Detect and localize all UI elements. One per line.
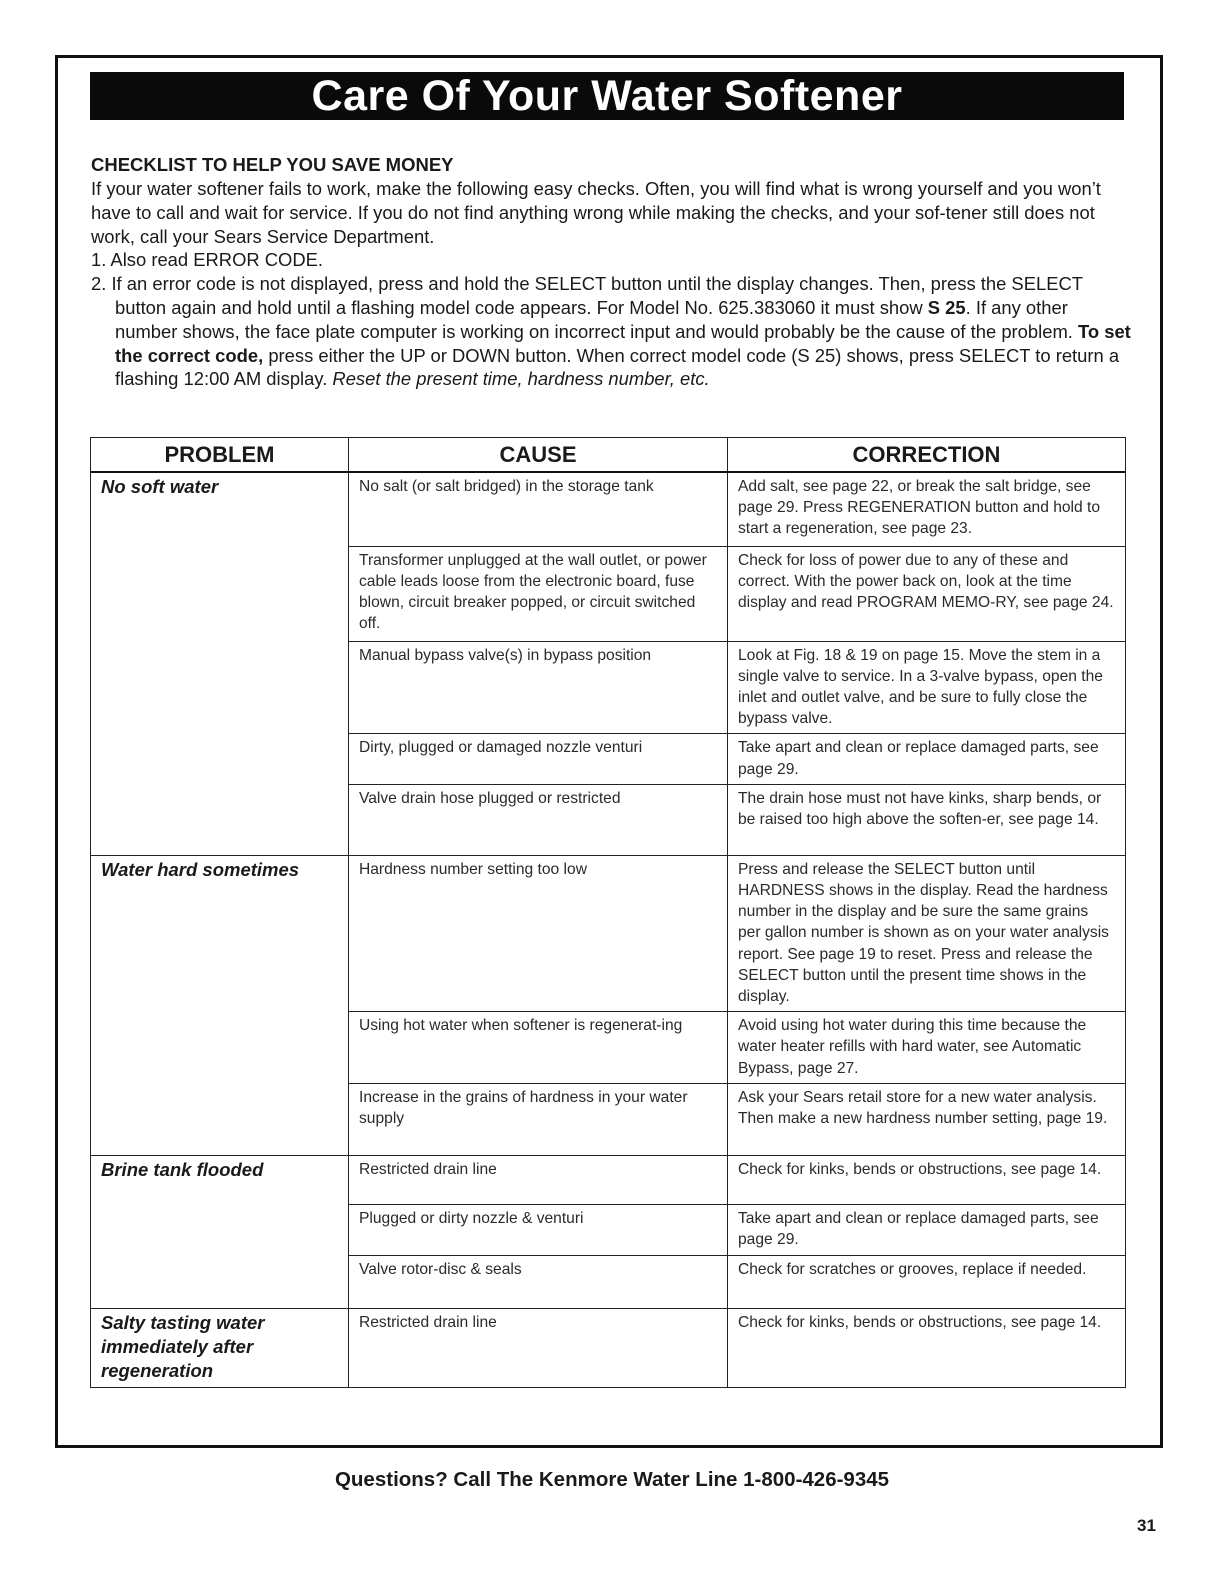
problem-cell: Water hard sometimes xyxy=(91,855,349,1155)
table-body xyxy=(91,472,1126,1387)
item2-text: . If any other number shows, the face plate computer is working on incorrect input and would probably be the cause of the problem. xyxy=(115,296,1078,342)
correction-cell: Press and release the SELECT button until HARDNESS shows in the display. Read the hardness number in the display and be sure the same grains per gallon number is shown as on your water analysis report. See page 19 to reset. Press and release the SELECT button until the present time shows in the display. xyxy=(728,855,1126,1011)
cause-cell: Valve drain hose plugged or restricted xyxy=(349,784,728,855)
table-header-row xyxy=(91,438,1126,473)
set-code-emphasis: To set the correct code, xyxy=(115,320,1131,366)
correction-cell: The drain hose must not have kinks, sharp bends, or be raised too high above the soften-er, see page 14. xyxy=(728,784,1126,855)
table-row xyxy=(91,472,1126,546)
table-row xyxy=(91,1308,1126,1387)
correction-cell: Check for kinks, bends or obstructions, see page 14. xyxy=(728,1308,1126,1387)
correction-cell: Avoid using hot water during this time because the water heater refills with hard water, see Automatic Bypass, page 27. xyxy=(728,1012,1126,1084)
checklist-heading: CHECKLIST TO HELP YOU SAVE MONEY xyxy=(91,154,454,175)
correction-cell: Take apart and clean or replace damaged parts, see page 29. xyxy=(728,734,1126,784)
troubleshooting-table xyxy=(90,437,1126,1388)
table-row xyxy=(91,855,1126,1011)
problem-cell: No soft water xyxy=(91,472,349,855)
cause-cell: Dirty, plugged or damaged nozzle venturi xyxy=(349,734,728,784)
cause-cell: Transformer unplugged at the wall outlet, or power cable leads loose from the electronic board, fuse blown, circuit breaker popped, or circuit switched off. xyxy=(349,546,728,641)
checklist-item-2 xyxy=(91,272,1131,391)
model-code: S 25 xyxy=(927,296,966,318)
page-number: 31 xyxy=(1137,1516,1156,1535)
cause-cell: Restricted drain line xyxy=(349,1308,728,1387)
header-cause: CAUSE xyxy=(349,438,728,473)
correction-cell: Check for loss of power due to any of these and correct. With the power back on, look at the time display and read PROGRAM MEMO-RY, see page 24. xyxy=(728,546,1126,641)
cause-cell: No salt (or salt bridged) in the storage tank xyxy=(349,472,728,546)
header-problem: PROBLEM xyxy=(91,438,349,473)
correction-cell: Add salt, see page 22, or break the salt bridge, see page 29. Press REGENERATION button and hold to start a regeneration, see page 23. xyxy=(728,472,1126,546)
checklist-intro: If your water softener fails to work, make the following easy checks. Often, you will find what is wrong yourself and you won’t have to call and wait for service. If you do not find anything wrong while making the checks, and your sof-tener still does not work, call your Sears Service Department. xyxy=(91,178,1101,247)
header-correction: CORRECTION xyxy=(728,438,1126,473)
item2-text: press either the UP or DOWN button. When correct model code (S 25) shows, press SELECT to return a flashing 12:00 AM display. xyxy=(115,344,1120,390)
problem-cell: Brine tank flooded xyxy=(91,1155,349,1308)
checklist-section xyxy=(91,153,1131,391)
cause-cell: Valve rotor-disc & seals xyxy=(349,1255,728,1308)
cause-cell: Using hot water when softener is regenerat-ing xyxy=(349,1012,728,1084)
cause-cell: Increase in the grains of hardness in your water supply xyxy=(349,1083,728,1155)
cause-cell: Hardness number setting too low xyxy=(349,855,728,1011)
correction-cell: Look at Fig. 18 & 19 on page 15. Move the stem in a single valve to service. In a 3-valve bypass, open the inlet and outlet valve, and be sure to fully close the bypass valve. xyxy=(728,641,1126,734)
cause-cell: Restricted drain line xyxy=(349,1155,728,1204)
checklist-item-1: 1. Also read ERROR CODE. xyxy=(91,249,324,271)
correction-cell: Check for kinks, bends or obstructions, see page 14. xyxy=(728,1155,1126,1204)
reset-note: Reset the present time, hardness number, etc. xyxy=(332,368,710,390)
item2-text: 2. If an error code is not displayed, press and hold the SELECT button until the display changes. Then, press the SELECT button again and hold until a flashing model code appears. For Model No. 625.383060 it must show xyxy=(91,273,1083,318)
correction-cell: Check for scratches or grooves, replace if needed. xyxy=(728,1255,1126,1308)
correction-cell: Take apart and clean or replace damaged parts, see page 29. xyxy=(728,1204,1126,1255)
footer-helpline: Questions? Call The Kenmore Water Line 1-800-426-9345 xyxy=(334,1468,890,1491)
cause-cell: Manual bypass valve(s) in bypass position xyxy=(349,641,728,734)
correction-cell: Ask your Sears retail store for a new water analysis. Then make a new hardness number setting, page 19. xyxy=(728,1083,1126,1155)
table-row xyxy=(91,1155,1126,1204)
cause-cell: Plugged or dirty nozzle & venturi xyxy=(349,1204,728,1255)
page-title: Care Of Your Water Softener xyxy=(90,72,1124,120)
problem-cell: Salty tasting water immediately after regeneration xyxy=(91,1308,349,1387)
